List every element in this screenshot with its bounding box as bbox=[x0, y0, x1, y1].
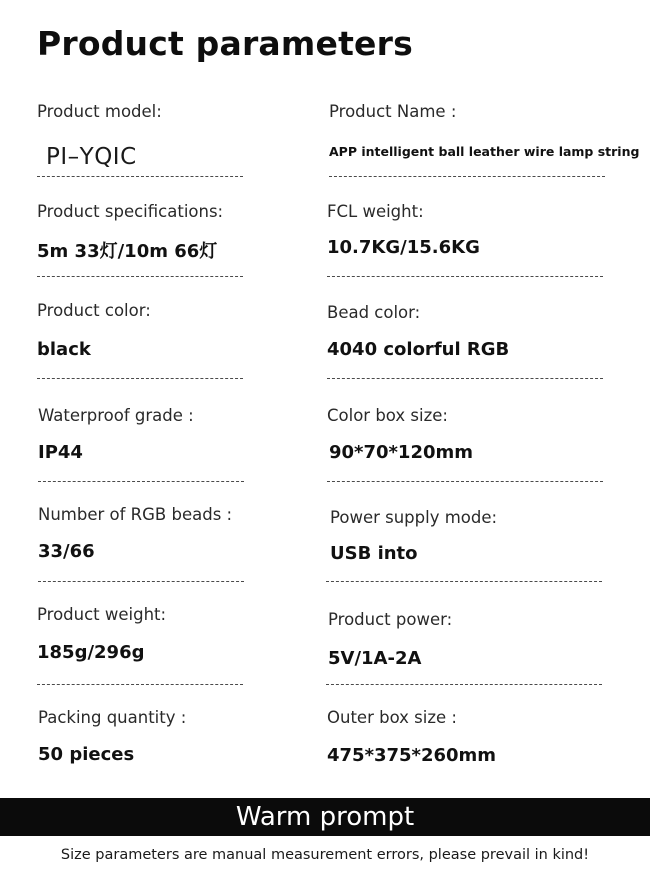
dashed-divider bbox=[327, 481, 603, 482]
param-label: Product model: bbox=[37, 102, 162, 121]
param-label: Outer box size : bbox=[327, 708, 457, 727]
param-label: Product specifications: bbox=[37, 202, 224, 221]
param-label: Waterproof grade : bbox=[38, 406, 194, 425]
param-value: 33/66 bbox=[38, 541, 95, 562]
dashed-divider bbox=[327, 378, 603, 379]
param-value: 5m 33灯/10m 66灯 bbox=[37, 241, 218, 262]
param-value: 90*70*120mm bbox=[329, 442, 474, 463]
param-value: APP intelligent ball leather wire lamp string bbox=[329, 144, 640, 159]
param-value: black bbox=[37, 339, 91, 360]
dashed-divider bbox=[37, 276, 243, 277]
param-label: Bead color: bbox=[327, 303, 421, 322]
param-value: 475*375*260mm bbox=[327, 745, 497, 766]
footer-note: Size parameters are manual measurement errors, please prevail in kind! bbox=[60, 847, 590, 863]
dashed-divider bbox=[37, 684, 243, 685]
param-label: Color box size: bbox=[327, 406, 448, 425]
param-value: 50 pieces bbox=[38, 744, 135, 765]
param-value: 185g/296g bbox=[37, 642, 145, 663]
param-value: USB into bbox=[330, 543, 418, 564]
dashed-divider bbox=[329, 176, 605, 177]
param-label: Product Name : bbox=[329, 102, 457, 121]
param-label: Product color: bbox=[37, 301, 151, 320]
param-label: FCL weight: bbox=[327, 202, 424, 221]
dashed-divider bbox=[38, 581, 244, 582]
dashed-divider bbox=[326, 684, 602, 685]
param-label: Product weight: bbox=[37, 605, 167, 624]
dashed-divider bbox=[327, 276, 603, 277]
param-value: PI–YQIC bbox=[46, 144, 137, 170]
param-label: Power supply mode: bbox=[330, 508, 498, 527]
dashed-divider bbox=[38, 481, 244, 482]
param-value: 5V/1A-2A bbox=[328, 648, 422, 669]
dashed-divider bbox=[326, 581, 602, 582]
warm-prompt-banner: Warm prompt bbox=[0, 798, 650, 836]
param-label: Number of RGB beads : bbox=[38, 505, 233, 524]
param-value: IP44 bbox=[38, 442, 83, 463]
param-value: 10.7KG/15.6KG bbox=[327, 237, 480, 258]
param-value: 4040 colorful RGB bbox=[327, 339, 510, 360]
dashed-divider bbox=[37, 176, 243, 177]
page-title: Product parameters bbox=[37, 24, 413, 63]
param-label: Packing quantity : bbox=[38, 708, 187, 727]
dashed-divider bbox=[37, 378, 243, 379]
param-label: Product power: bbox=[328, 610, 453, 629]
